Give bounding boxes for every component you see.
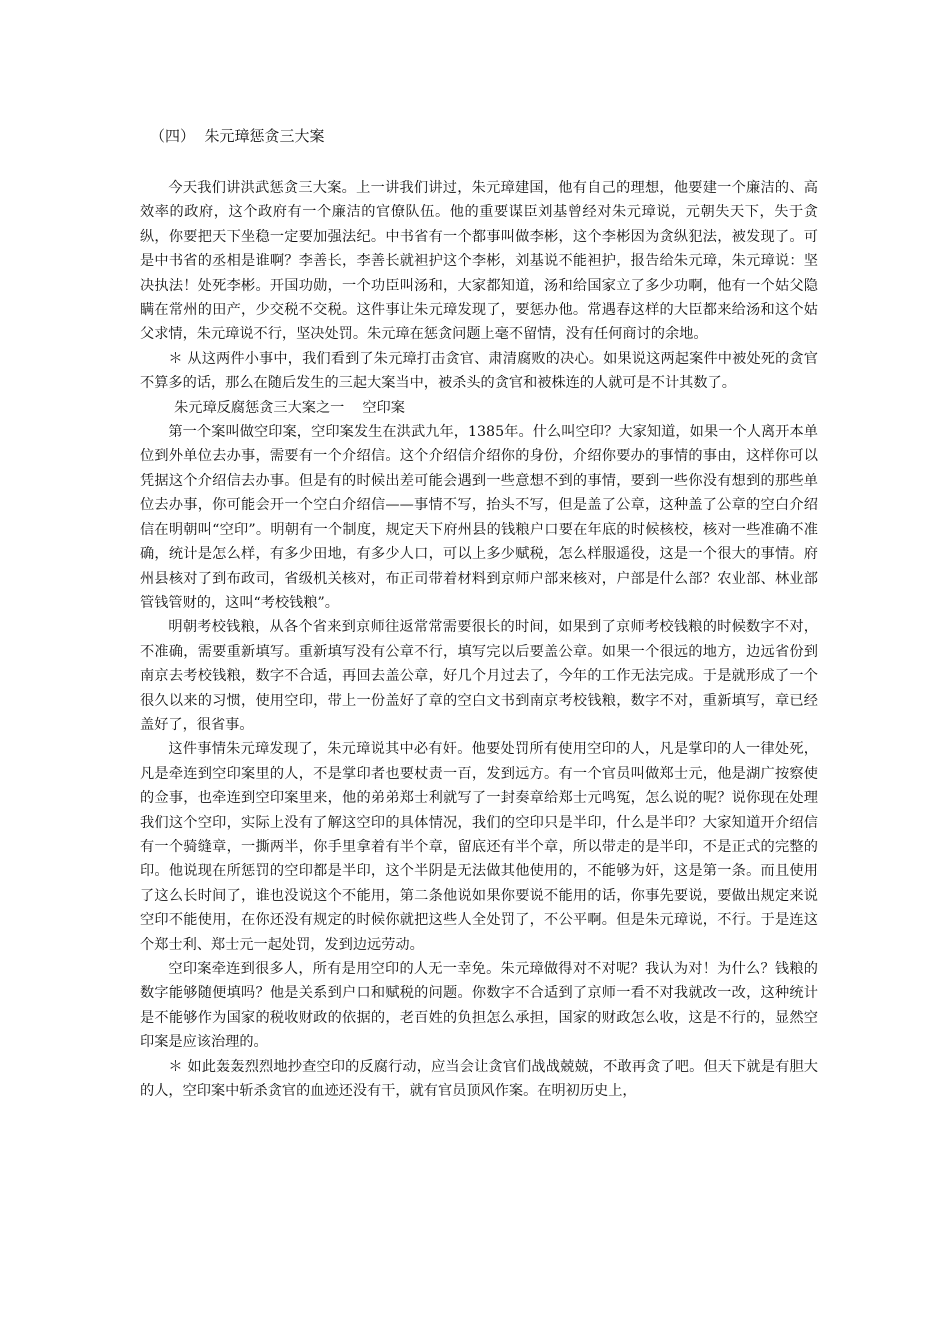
paragraph-zheng-shiyuan: 这件事情朱元璋发现了，朱元璋说其中必有奸。他要处罚所有使用空印的人，凡是掌印的人一律处死，凡是牵连到空印案里的人，不是掌印者也要杖责一百，发到远方。有一个官员叫做郑士元，他是湖广按察使的佥事，也牵连到空印案里来，他的弟弟郑士利就写了一封奏章给郑士元鸣冤，怎么说的呢？说你现在处理我们这个空印，实际上没有了解这空印的具体情况，我们的空印只是半印，什么是半印？大家知道开介绍信有一个骑缝章，一撕两半，你手里拿着有半个章，留底还有半个章，所以带走的是半印，不是正式的完整的印。他说现在所惩罚的空印都是半印，这个半阴是无法做其他使用的，不能够为奸，这是第一条。而且使用了这么长时间了，谁也没说这个不能用，第二条他说如果你要说不能用的话，你事先要说，要做出规定来说空印不能使用，在你还没有规定的时候你就把这些人全处罚了，不公平啊。但是朱元璋说，不行。于是连这个郑士利、郑士元一起处罚，发到边远劳动。 [140, 741, 818, 953]
paragraph-evaluation: 空印案牵连到很多人，所有是用空印的人无一幸免。朱元璋做得对不对呢？我认为对！为什么？钱粮的数字能够随便填吗？他是关系到户口和赋税的问题。你数字不合适到了京师一看不对我就改一改，这种统计是不能够作为国家的税收财政的依据的，老百姓的负担怎么承担，国家的财政怎么收，这是不行的，显然空印案是应该治理的。 [140, 961, 818, 1051]
document-body [140, 176, 818, 1103]
subsection-heading: 朱元璋反腐惩贪三大案之一 空印案 [174, 399, 405, 416]
paragraph-kaojiao-qianliang: 明朝考校钱粮，从各个省来到京师往返常常需要很长的时间，如果到了京师考校钱粮的时候数字不对，不准确，需要重新填写。重新填写没有公章不行，填写完以后要盖公章。如果一个很远的地方，边远省份到南京去考校钱粮，数字不合适，再回去盖公章，好几个月过去了，今年的工作无法完成。于是就形成了一个很久以来的习惯，使用空印，带上一份盖好了章的空白文书到南京考校钱粮，数字不对，重新填写，章已经盖好了，很省事。 [140, 619, 818, 733]
section-heading: （四） 朱元璋惩贪三大案 [150, 127, 325, 145]
paragraph-intro: 今天我们讲洪武惩贪三大案。上一讲我们讲过，朱元璋建国，他有自己的理想，他要建一个廉洁的、高效率的政府，这个政府有一个廉洁的官僚队伍。他的重要谋臣刘基曾经对朱元璋说，元朝失天下，失于贪纵，你要把天下坐稳一定要加强法纪。中书省有一个都事叫做李彬，这个李彬因为贪纵犯法，被发现了。可是中书省的丞相是谁啊？李善长，李善长就袒护这个李彬，刘基说不能袒护，报告给朱元璋，朱元璋说：坚决执法！处死李彬。开国功勋，一个功臣叫汤和，大家都知道，汤和给国家立了多少功啊，他有一个姑父隐瞒在常州的田产，少交税不交税。这件事让朱元璋发现了，要惩办他。常遇春这样的大臣都来给汤和这个姑父求情，朱元璋说不行，坚决处罚。朱元璋在惩贪问题上毫不留情，没有任何商讨的余地。 [140, 180, 818, 343]
paragraph-kongyin-definition: 第一个案叫做空印案，空印案发生在洪武九年，1385年。什么叫空印？大家知道，如果一个人离开本单位到外单位去办事，需要有一个介绍信。这个介绍信介绍你的身份，介绍你要办的事情的事由，这样你可以凭据这个介绍信去办事。但是有的时候出差可能会遇到一些意想不到的事情，要到一些你没有想到的那些单位去办事，你可能会开一个空白介绍信——事情不写，抬头不写，但是盖了公章，这种盖了公章的空白介绍信在明朝叫“空印”。明朝有一个制度，规定天下府州县的钱粮户口要在年底的时候核校，核对一些准确不准确，统计是怎么样，有多少田地，有多少人口，可以上多少赋税，怎么样服遥役，这是一个很大的事情。府州县核对了到布政司，省级机关核对，布正司带着材料到京师户部来核对，户部是什么部？农业部、林业部管钱管财的，这叫“考校钱粮”。 [140, 424, 818, 611]
paragraph-continuation: ＊ 如此轰轰烈烈地抄查空印的反腐行动，应当会让贪官们战战兢兢，不敢再贪了吧。但天下就是有胆大的人，空印案中斩杀贪官的血迹还没有干，就有官员顶风作案。在明初历史上， [140, 1058, 818, 1100]
paragraph-transition: ＊ 从这两件小事中，我们看到了朱元璋打击贪官、肃清腐败的决心。如果说这两起案件中被处死的贪官不算多的话，那么在随后发生的三起大案当中，被杀头的贪官和被株连的人就可是不计其数了。 [140, 350, 818, 392]
